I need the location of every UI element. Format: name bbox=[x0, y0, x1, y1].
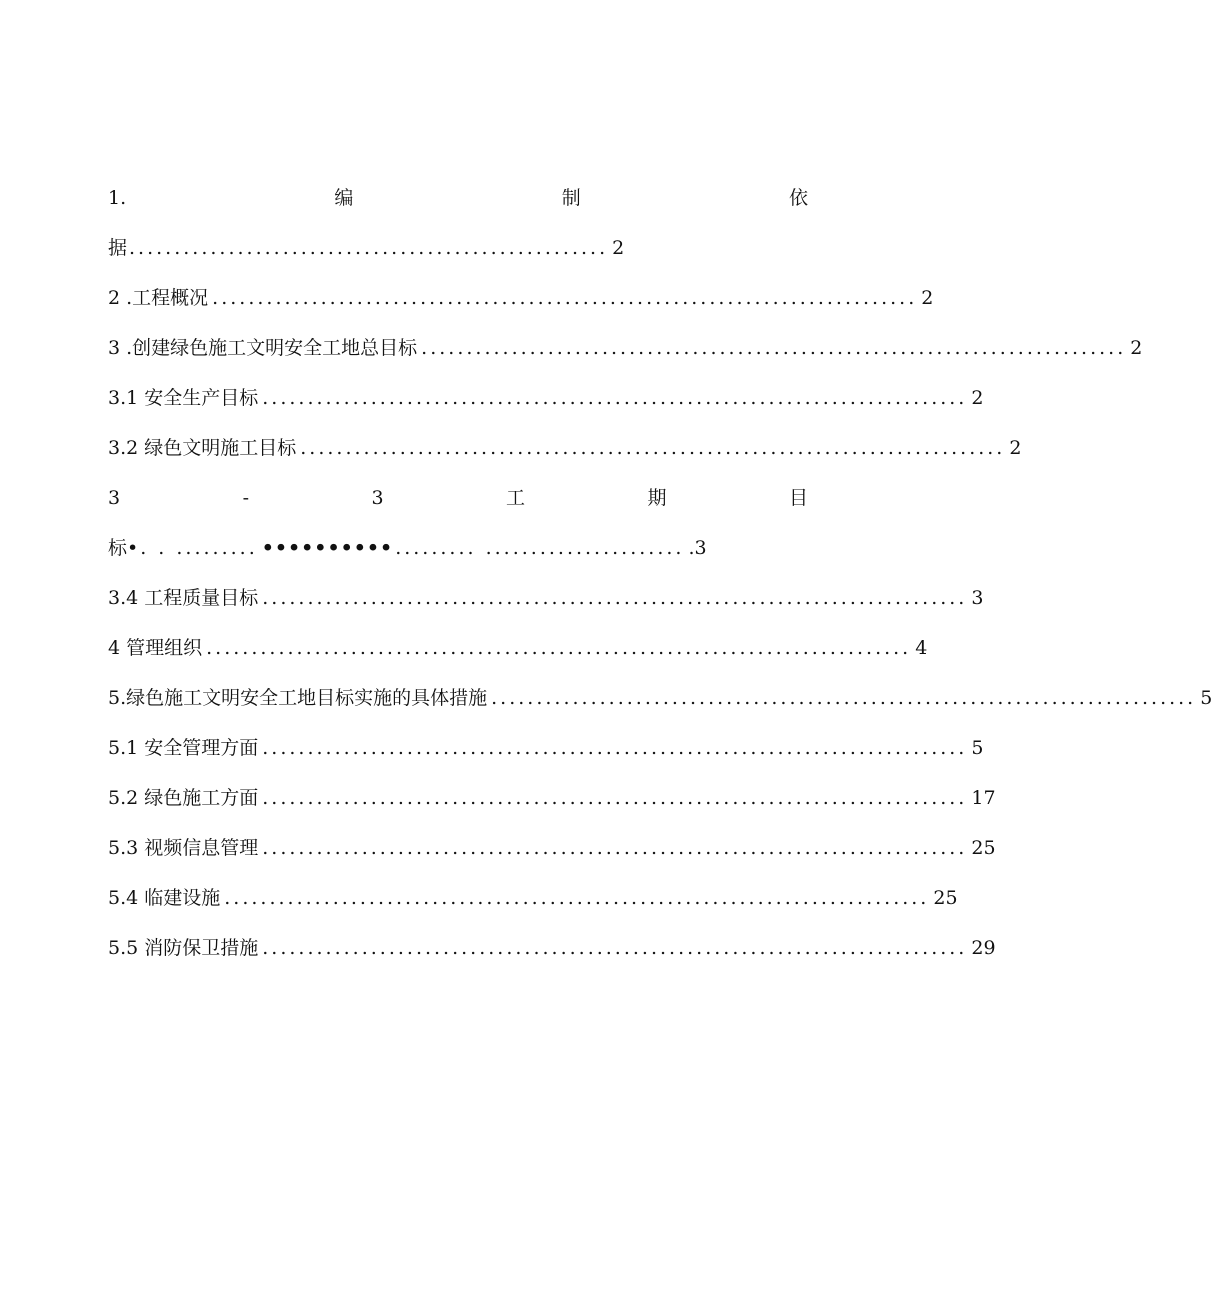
dot-leader: .............................................................................. bbox=[300, 437, 1006, 459]
toc-label: 5.2 绿色施工方面 bbox=[108, 787, 259, 809]
dot-leader: .............................................................................. bbox=[212, 287, 918, 309]
toc-text: 标• bbox=[108, 537, 139, 559]
toc-text: 依 bbox=[788, 187, 808, 209]
toc-label: 3.1 安全生产目标 bbox=[108, 387, 259, 409]
toc-label: 5.1 安全管理方面 bbox=[108, 737, 259, 759]
toc-entry-5-4 bbox=[108, 880, 958, 930]
toc-text: - bbox=[242, 487, 249, 509]
bullet-leader: •••••••••• bbox=[261, 537, 394, 559]
toc-text: 制 bbox=[561, 187, 581, 209]
page-number: 5 bbox=[1200, 687, 1212, 709]
toc-entry-3-1 bbox=[108, 380, 984, 430]
toc-entry-2 bbox=[108, 280, 934, 330]
dot-leader: ......... ...................... bbox=[395, 537, 685, 559]
toc-text: 期 bbox=[647, 487, 667, 509]
toc-label: 3.4 工程质量目标 bbox=[108, 587, 259, 609]
dot-leader: . . ......... bbox=[140, 537, 258, 559]
toc-entry-3-3-line1 bbox=[108, 480, 808, 530]
toc-text: 1. bbox=[108, 187, 127, 209]
dot-leader: .............................................................................. bbox=[206, 637, 912, 659]
toc-label: 5.4 临建设施 bbox=[108, 887, 221, 909]
toc-label: 3 .创建绿色施工文明安全工地总目标 bbox=[108, 337, 418, 359]
dot-leader: .............................................................................. bbox=[262, 387, 968, 409]
page-number: 25 bbox=[971, 837, 996, 859]
toc-entry-3-3-line2 bbox=[108, 530, 808, 580]
dot-leader: .............................................................................. bbox=[262, 587, 968, 609]
toc-text: 工 bbox=[506, 487, 526, 509]
page-number: 2 bbox=[1130, 337, 1143, 359]
table-of-contents bbox=[108, 180, 1212, 980]
toc-entry-3-2 bbox=[108, 430, 1022, 480]
page-number: .3 bbox=[688, 537, 707, 559]
toc-text: 编 bbox=[334, 187, 354, 209]
dot-leader: .............................................................................. bbox=[262, 837, 968, 859]
dot-leader: .............................................................................. bbox=[421, 337, 1127, 359]
page-number: 3 bbox=[971, 587, 984, 609]
dot-leader: .............................................................................. bbox=[262, 937, 968, 959]
toc-entry-5-2 bbox=[108, 780, 996, 830]
toc-label: 4 管理组织 bbox=[108, 637, 203, 659]
page-number: 17 bbox=[971, 787, 996, 809]
page-number: 25 bbox=[933, 887, 958, 909]
page-number: 2 bbox=[1009, 437, 1022, 459]
toc-entry-5 bbox=[108, 680, 1212, 730]
dot-leader: ..................................................... bbox=[129, 237, 609, 259]
toc-text: 3 bbox=[371, 487, 384, 509]
toc-entry-5-3 bbox=[108, 830, 996, 880]
toc-entry-1-line2 bbox=[108, 230, 808, 280]
toc-entry-5-1 bbox=[108, 730, 984, 780]
page-number: 2 bbox=[612, 237, 625, 259]
dot-leader: .............................................................................. bbox=[262, 787, 968, 809]
page-number: 5 bbox=[971, 737, 984, 759]
toc-entry-5-5 bbox=[108, 930, 996, 980]
toc-text: 目 bbox=[788, 487, 808, 509]
toc-label: 3.2 绿色文明施工目标 bbox=[108, 437, 297, 459]
toc-label: 2 .工程概况 bbox=[108, 287, 209, 309]
page-number: 29 bbox=[971, 937, 996, 959]
toc-entry-3-4 bbox=[108, 580, 984, 630]
page-number: 2 bbox=[971, 387, 984, 409]
toc-label: 5.5 消防保卫措施 bbox=[108, 937, 259, 959]
dot-leader: .............................................................................. bbox=[491, 687, 1197, 709]
toc-text: 据 bbox=[108, 237, 128, 259]
toc-label: 5.3 视频信息管理 bbox=[108, 837, 259, 859]
dot-leader: .............................................................................. bbox=[224, 887, 930, 909]
toc-entry-4 bbox=[108, 630, 928, 680]
dot-leader: .............................................................................. bbox=[262, 737, 968, 759]
toc-label: 5.绿色施工文明安全工地目标实施的具体措施 bbox=[108, 687, 488, 709]
toc-entry-3 bbox=[108, 330, 1143, 380]
page-number: 4 bbox=[915, 637, 928, 659]
toc-text: 3 bbox=[108, 487, 121, 509]
page-number: 2 bbox=[921, 287, 934, 309]
toc-entry-1-line1 bbox=[108, 180, 808, 230]
